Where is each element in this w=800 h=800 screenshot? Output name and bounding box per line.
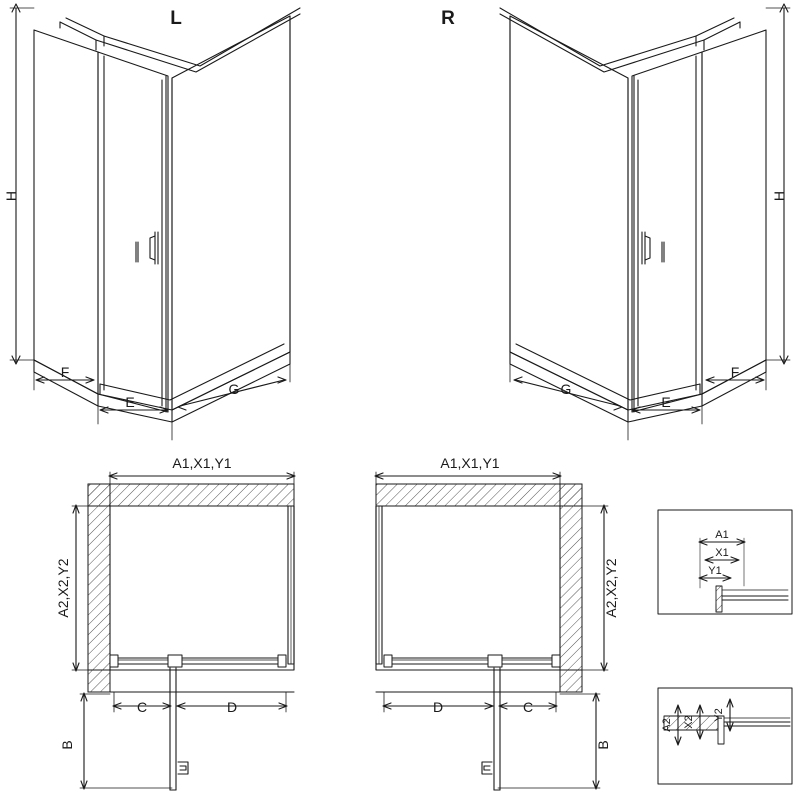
label-detail-bottom-x2: X2 — [683, 715, 695, 729]
dim-h-right — [766, 4, 790, 364]
label-variant-left: L — [170, 8, 182, 29]
detail-top — [658, 510, 792, 614]
label-plan-left-side-dim: A2,X2,Y2 — [55, 558, 71, 618]
label-g-right: G — [560, 381, 572, 397]
dim-h-left — [10, 4, 34, 364]
label-detail-bottom-y2: Y2 — [713, 708, 725, 722]
label-plan-left-b: B — [59, 740, 75, 750]
label-plan-left-d: D — [226, 699, 238, 715]
label-plan-right-b: B — [595, 740, 611, 750]
label-plan-left-top-dim: A1,X1,Y1 — [172, 455, 232, 471]
label-plan-right-top-dim: A1,X1,Y1 — [440, 455, 500, 471]
label-plan-right-c: C — [522, 699, 534, 715]
label-e-left: E — [125, 394, 135, 410]
label-detail-top-x1: X1 — [715, 547, 729, 559]
label-plan-right-d: D — [432, 699, 444, 715]
label-plan-right-side-dim: A2,X2,Y2 — [603, 558, 619, 618]
label-detail-top-y1: Y1 — [708, 565, 722, 577]
label-h-right: H — [771, 190, 787, 202]
label-e-right: E — [661, 394, 671, 410]
label-variant-right: R — [441, 8, 455, 29]
label-detail-bottom-a2: A2 — [661, 718, 673, 732]
labels — [3, 8, 787, 750]
iso-view-left — [34, 8, 300, 422]
label-f-right: F — [730, 364, 740, 380]
label-f-left: F — [60, 364, 70, 380]
label-plan-left-c: C — [136, 699, 148, 715]
label-detail-top-a1: A1 — [715, 529, 729, 541]
plan-view-right — [376, 484, 582, 790]
label-g-left: G — [228, 381, 240, 397]
iso-view-right — [500, 8, 766, 422]
detail-bottom — [658, 688, 792, 784]
plan-view-left — [88, 484, 294, 790]
label-h-left: H — [3, 190, 19, 202]
